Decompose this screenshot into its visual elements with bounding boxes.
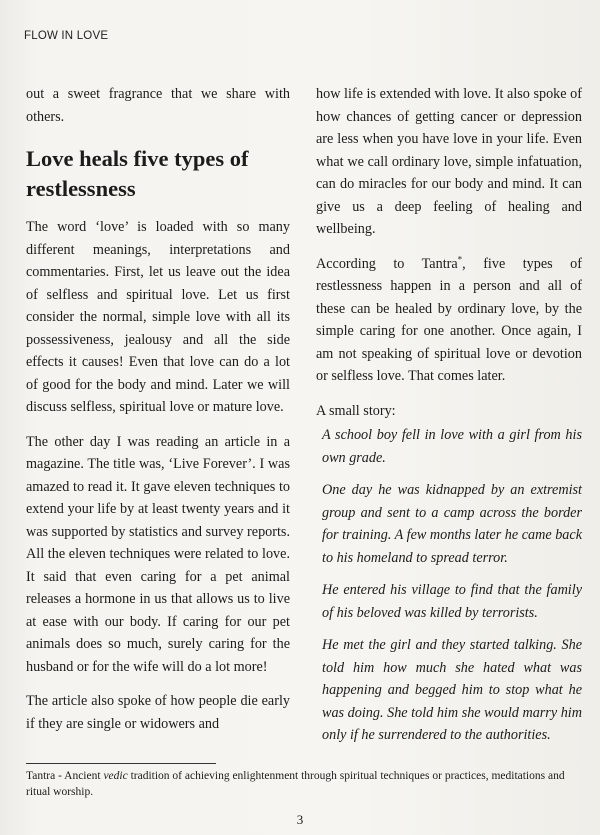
paragraph-love-meanings: The word ‘love’ is loaded with so many different meanings, interpretations and commentaries. First, let us leave out the idea of selfless and spiritual love. Let us first consider the normal, simple love with all its possessiveness, jealousy and all the side effects it causes! Even that love can do a lot of good for the body and mind. Later we will discuss selfless, spiritual love or mature love. (26, 219, 290, 415)
story-paragraph: One day he was kidnapped by an extremist group and sent to a camp across the border for training. A few months later he came back to his homeland to spread terror. (322, 482, 582, 566)
footnote (26, 768, 586, 800)
footnote-divider (26, 763, 216, 764)
paragraph-life-extended: how life is extended with love. It also spoke of how chances of getting cancer or depression are less when you have love in your life. Even what we call ordinary love, simple infatuation, can do miracles for our body and mind. It can give us a deep feeling of healing and wellbeing. (316, 86, 582, 237)
story-paragraph: He entered his village to find that the family of his beloved was killed by terrorists. (322, 582, 582, 621)
page-number: 3 (296, 812, 304, 827)
running-header: FLOW IN LOVE (24, 30, 109, 42)
footnote-vedic: vedic (103, 770, 128, 782)
footnote-definition: tradition of achieving enlightenment through spiritual techniques or practices, meditations and ritual worship. (26, 770, 565, 798)
story-paragraph: He met the girl and they started talking. She told him how much she hated what was happening and begged him to stop what he was doing. She told him she would marry him only if he surrendered to the authorities. (322, 637, 582, 743)
paragraph-magazine-article: The other day I was reading an article in a magazine. The title was, ‘Live Forever’. I was amazed to read it. It gave eleven techniques to extend your life by at least twenty years and it was supported by statistics and survey reports. All the eleven techniques were related to love. It said that even caring for a pet animal releases a hormone in us that allows us to live at ease with our body. If caring for our pet animals does so much, surely caring for the husband or for the wife will do a lot more! (26, 433, 290, 675)
footnote-marker: * (457, 253, 463, 264)
left-column (26, 83, 290, 747)
tantra-text-end: , five types of restlessness happen in a person and all of these can be healed by ordinary love, by the simple caring for one another. Once again, I am not speaking of spiritual love or devotion or selfless love. That comes later. (316, 255, 582, 384)
paragraph-tantra (316, 253, 582, 388)
story-label: A small story: (316, 402, 396, 419)
tantra-text-start: According to Tantra (316, 255, 458, 272)
section-heading: Love heals five types of restlessness (26, 146, 249, 201)
right-column (316, 83, 582, 757)
paragraph-article-continued: The article also spoke of how people die early if they are single or widowers and (26, 693, 290, 732)
intro-paragraph: out a sweet fragrance that we share with others. (26, 86, 290, 125)
footnote-term: Tantra - Ancient (26, 770, 104, 782)
story-paragraph: A school boy fell in love with a girl from his own grade. (322, 427, 582, 466)
